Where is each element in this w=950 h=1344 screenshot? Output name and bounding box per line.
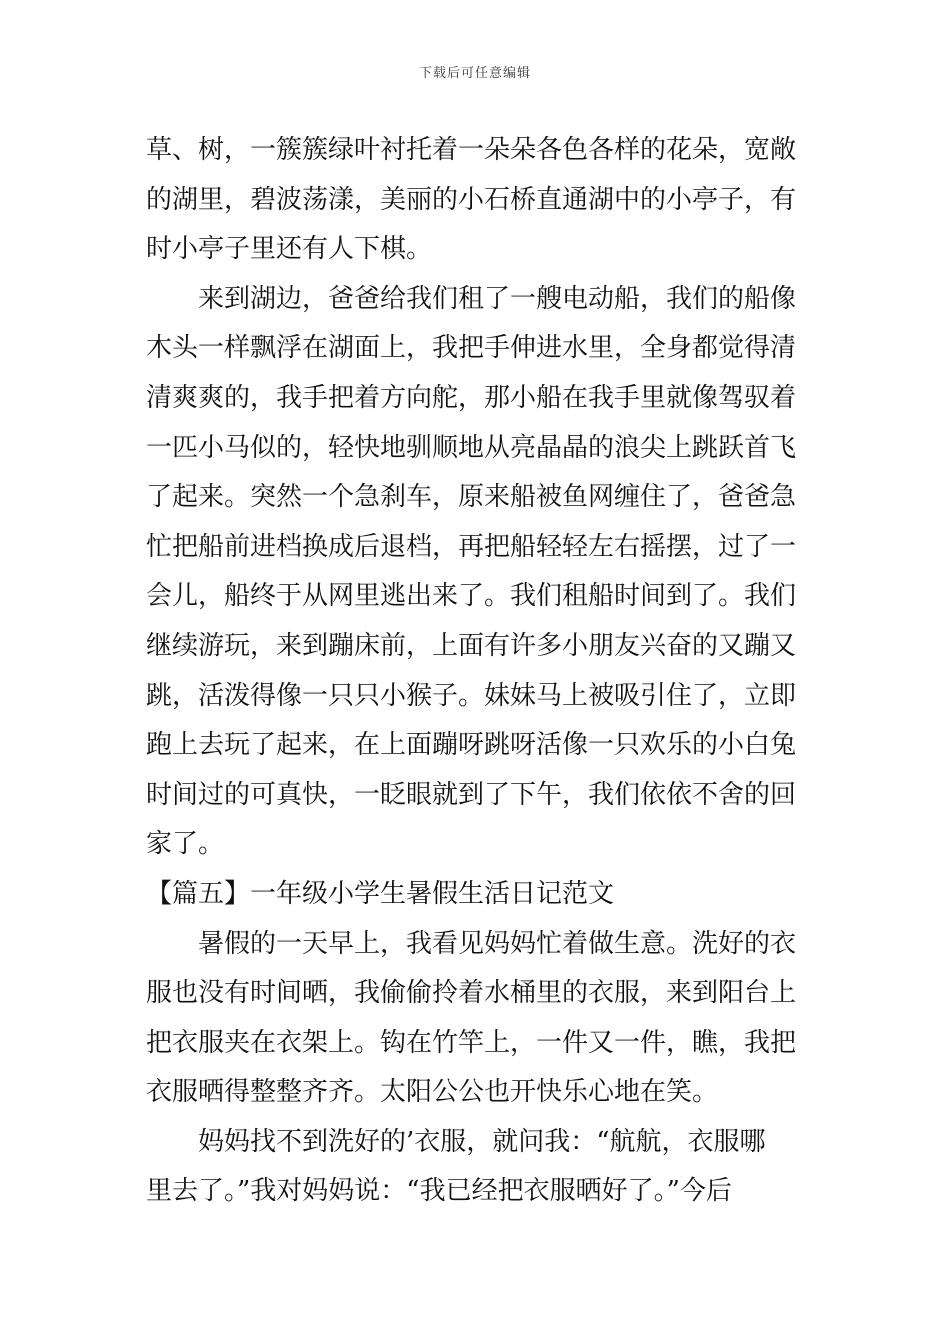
text-line: 一匹小马似的，轻快地驯顺地从亮晶晶的浪尖上跳跃首飞 bbox=[146, 432, 797, 463]
text-line: 衣服晒得整整齐齐。太阳公公也开快乐心地在笑。 bbox=[146, 1077, 719, 1108]
text-line: 家了。 bbox=[146, 829, 225, 860]
text-line: 服也没有时间晒，我偷偷拎着水桶里的衣服，来到阳台上 bbox=[146, 978, 797, 1009]
text-line: 会儿，船终于从网里逃出来了。我们租船时间到了。我们 bbox=[146, 581, 797, 612]
text-line: 里去了。”我对妈妈说：“我已经把衣服晒好了。”今后 bbox=[146, 1176, 732, 1207]
text-line: 木头一样飘浮在湖面上，我把手伸进水里，全身都觉得清 bbox=[146, 333, 797, 364]
text-line: 的湖里，碧波荡漾，美丽的小石桥直通湖中的小亭子，有 bbox=[146, 184, 797, 215]
text-line: 了起来。突然一个急刹车，原来船被鱼网缠住了，爸爸急 bbox=[146, 482, 797, 513]
document-body bbox=[146, 126, 808, 1217]
paragraph-start-line: 妈妈找不到洗好的’衣服，就问我：“航航，衣服哪 bbox=[198, 1126, 766, 1157]
paragraph-start-line: 暑假的一天早上，我看见妈妈忙着做生意。洗好的衣 bbox=[198, 928, 797, 959]
paragraph-start-line: 来到湖边，爸爸给我们租了一艘电动船，我们的船像 bbox=[198, 283, 797, 314]
text-line: 时小亭子里还有人下棋。 bbox=[146, 234, 433, 265]
text-line: 把衣服夹在衣架上。钩在竹竿上，一件又一件，瞧，我把 bbox=[146, 1027, 797, 1058]
page-header: 下载后可任意编辑 bbox=[418, 66, 531, 81]
text-line: 跳，活泼得像一只只小猴子。妹妹马上被吸引住了，立即 bbox=[146, 680, 797, 711]
text-line: 清爽爽的，我手把着方向舵，那小船在我手里就像驾驭着 bbox=[146, 382, 797, 413]
text-line: 继续游玩，来到蹦床前，上面有许多小朋友兴奋的又蹦又 bbox=[146, 630, 797, 661]
text-line: 草、树，一簇簇绿叶衬托着一朵朵各色各样的花朵，宽敞 bbox=[146, 135, 797, 165]
text-line: 时间过的可真快，一眨眼就到了下午，我们依依不舍的回 bbox=[146, 779, 797, 810]
section-heading: 【篇五】一年级小学生暑假生活日记范文 bbox=[146, 878, 615, 909]
text-line: 跑上去玩了起来，在上面蹦呀跳呀活像一只欢乐的小白兔 bbox=[146, 730, 797, 761]
text-line: 忙把船前进档换成后退档，再把船轻轻左右摇摆，过了一 bbox=[146, 531, 797, 562]
